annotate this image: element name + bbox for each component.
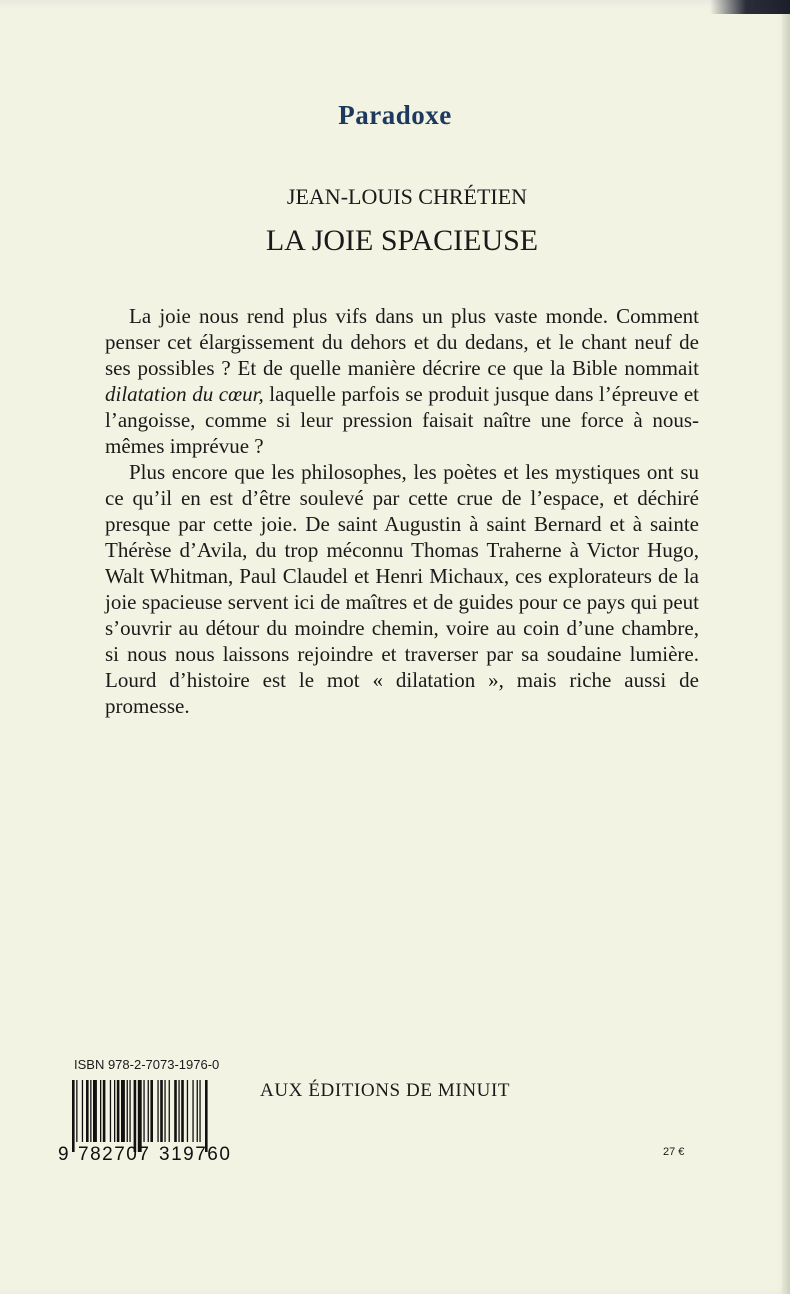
barcode-bar [86,1080,89,1142]
barcode-bar [160,1080,163,1142]
barcode-bar [192,1080,193,1142]
barcode-bar [129,1080,130,1142]
barcode-bar [72,1080,75,1152]
barcode-bar [93,1080,97,1142]
barcode [58,1080,248,1162]
barcode-bar [121,1080,125,1142]
barcode-bar [187,1080,188,1142]
barcode-bar [169,1080,170,1142]
barcode-bar [157,1080,158,1142]
barcode-bar [110,1080,111,1142]
barcode-bar [117,1080,120,1142]
price-label: 27 € [663,1146,685,1158]
barcode-bar [205,1080,208,1152]
barcode-bar [82,1080,83,1142]
barcode-bar [127,1080,128,1142]
author-name: JEAN-LOUIS CHRÉTIEN [286,184,528,209]
barcode-bar [143,1080,144,1142]
book-title: LA JOIE SPACIEUSE [265,224,539,257]
barcode-bar [134,1080,137,1152]
blurb-paragraph-1 [105,303,699,459]
barcode-bar [138,1080,142,1152]
barcode-bar [164,1080,165,1142]
collection-name: Paradoxe [338,100,452,130]
isbn-label: ISBN 978-2-7073-1976-0 [74,1057,220,1072]
blurb-paragraph-2: Plus encore que les philosophes, les poètes et les mystiques ont su ce qu’il en est d’être soulevé par cette crue de l’espace, et déchiré presque par cette joie. De saint Augustin à saint Bernard et à sainte Thérèse d’Avila, du trop méconnu Thomas Traherne à Victor Hugo, Walt Whitman, Paul Claudel et Henri Michaux, ces explorateurs de la joie spacieuse servent ici de maîtres et de guides pour ce pays qui peut s’ouvrir au détour du moindre chemin, voire au coin d’une chambre, si nous nous laissons rejoindre et traverser par sa soudaine lumière. Lourd d’histoire est le mot « dilatation », mais riche aussi de promesse. [105,460,699,718]
barcode-bar [178,1080,179,1142]
barcode-bar [114,1080,115,1142]
barcode-bar [100,1080,101,1142]
barcode-bar [90,1080,91,1142]
blurb-text [105,303,699,719]
blurb-p1-end: laquelle parfois se produit jusque dans l’épreuve et l’angoisse, comme si leur pression faisait naître une force à nous-mêmes imprévue ? [105,382,699,458]
barcode-bar [148,1080,149,1142]
corner-shadow [710,0,790,14]
barcode-first-digit: 9 [58,1144,69,1162]
barcode-bar [197,1080,198,1142]
blurb-p1-start: La joie nous rend plus vifs dans un plus vaste monde. Comment penser cet élargissement du dehors et du dedans, et le chant neuf de ses possibles ? Et de quelle manière décrire ce que la Bible nommait [105,304,699,380]
top-edge [0,0,790,8]
barcode-bar [181,1080,184,1142]
barcode-bar [174,1080,177,1142]
barcode-left-digits: 782707 [78,1144,151,1162]
barcode-bar [199,1080,200,1142]
publisher-name: AUX ÉDITIONS DE MINUIT [260,1080,511,1101]
barcode-bar [150,1080,153,1142]
barcode-bars [72,1080,208,1152]
barcode-right-digits: 319760 [159,1144,232,1162]
blurb-p1-italic: dilatation du cœur, [105,382,264,406]
barcode-bar [76,1080,77,1142]
barcode-bar [103,1080,106,1142]
